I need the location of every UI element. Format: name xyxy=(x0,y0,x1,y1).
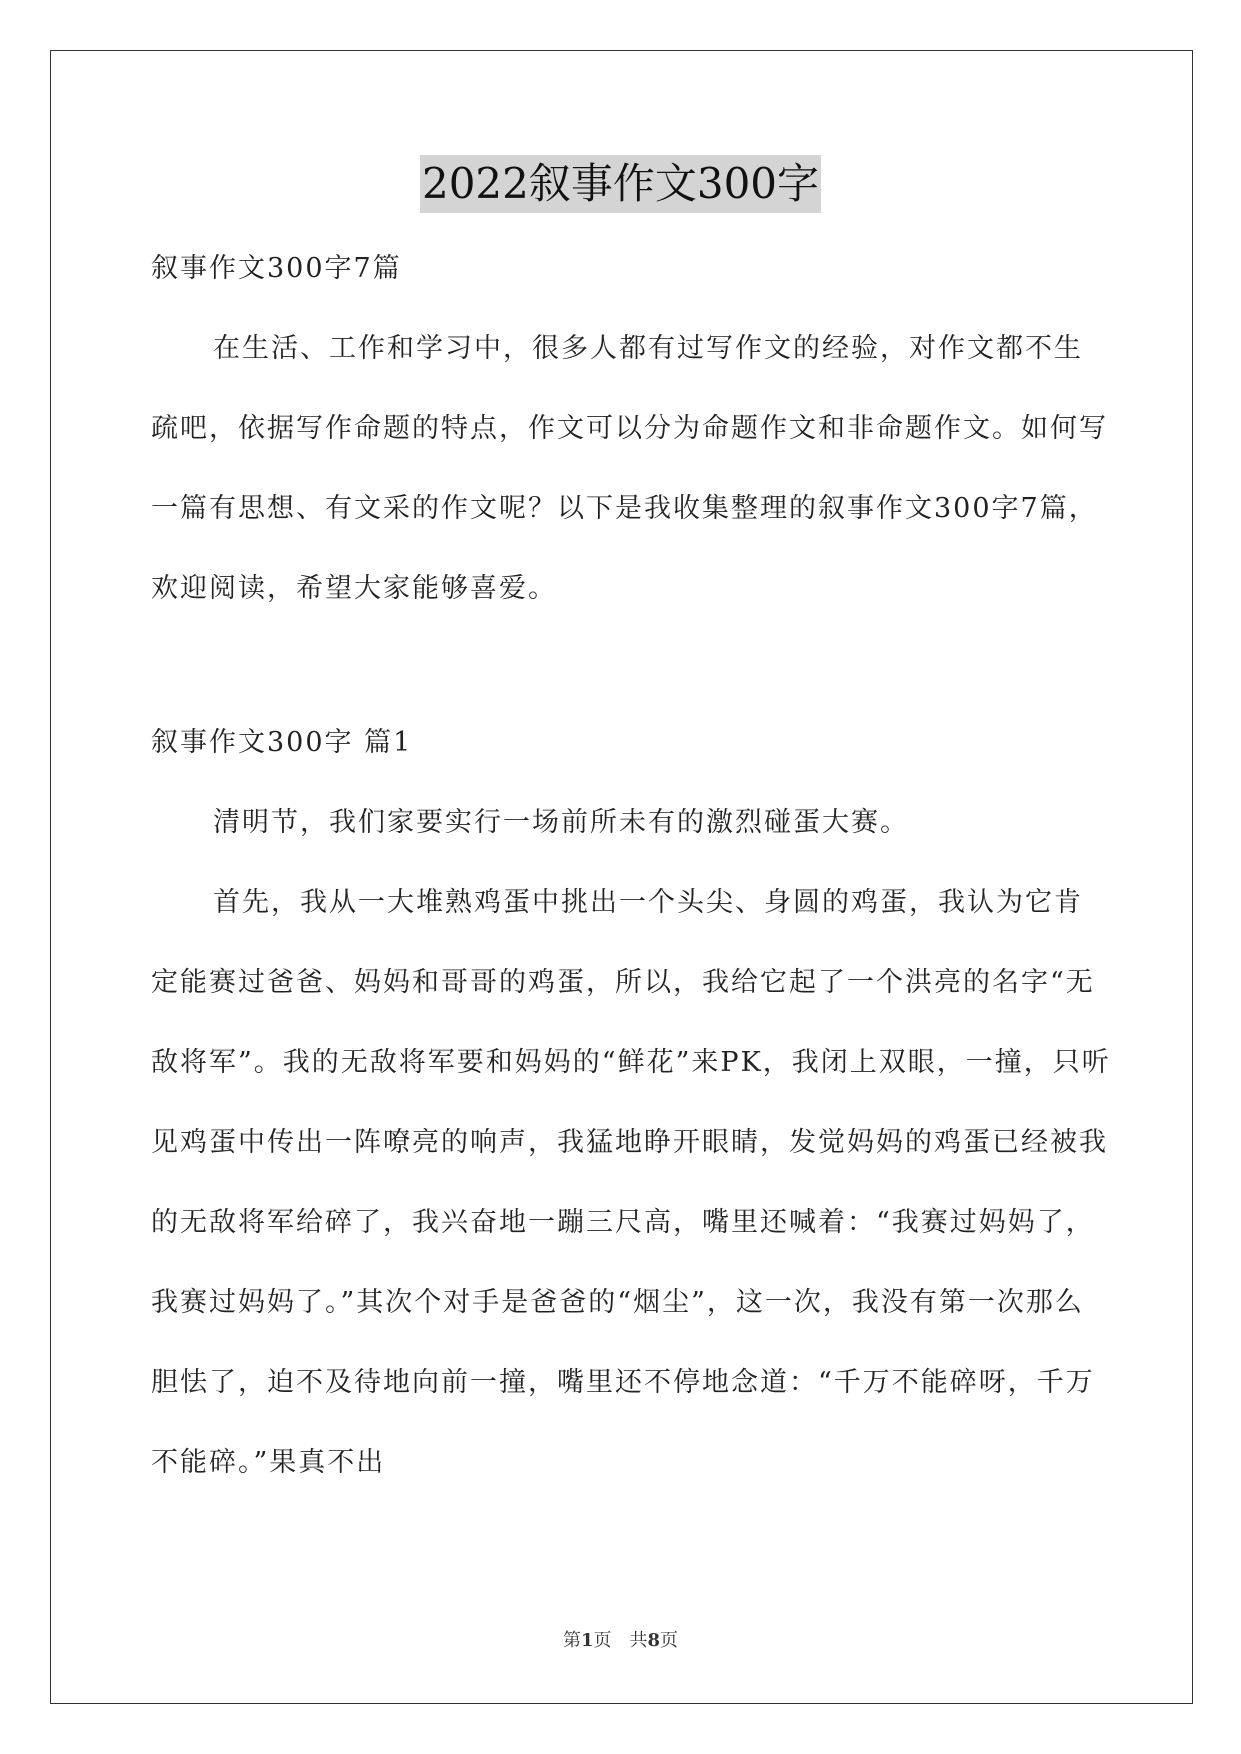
footer-mid: 页 共 xyxy=(593,1630,648,1651)
paragraph: 清明节，我们家要实行一场前所未有的激烈碰蛋大赛。 xyxy=(213,807,909,838)
intro-paragraph: 在生活、工作和学习中，很多人都有过写作文的经验，对作文都不生疏吧，依据写作命题的特点，作文可以分为命题作文和非命题作文。如何写一篇有思想、有文采的作文呢？以下是我收集整理的叙事作文300字7篇，欢迎阅读，希望大家能够喜爱。 xyxy=(151,333,1108,604)
footer-total-pages: 8 xyxy=(647,1630,661,1651)
title-wrap xyxy=(0,155,1241,213)
footer-suffix: 页 xyxy=(660,1630,679,1651)
document-title: 2022叙事作文300字 xyxy=(420,155,821,213)
subtitle: 叙事作文300字7篇 xyxy=(151,253,402,284)
section-heading: 叙事作文300字 篇1 xyxy=(151,727,413,758)
footer-page-number: 1 xyxy=(580,1630,594,1651)
paragraph: 首先，我从一大堆熟鸡蛋中挑出一个头尖、身圆的鸡蛋，我认为它肯定能赛过爸爸、妈妈和哥哥的鸡蛋，所以，我给它起了一个洪亮的名字“无敌将军”。我的无敌将军要和妈妈的“鲜花”来PK，我闭上双眼，一撞，只听见鸡蛋中传出一阵嘹亮的响声，我猛地睁开眼睛，发觉妈妈的鸡蛋已经被我的无敌将军给碎了，我兴奋地一蹦三尺高，嘴里还喊着：“我赛过妈妈了，我赛过妈妈了。”其次个对手是爸爸的“烟尘”，这一次，我没有第一次那么胆怯了，迫不及待地向前一撞，嘴里还不停地念道：“千万不能碎呀，千万不能碎。”果真不出 xyxy=(151,887,1111,1478)
page-footer xyxy=(0,1626,1241,1652)
document-body xyxy=(151,229,1111,1503)
footer-prefix: 第 xyxy=(562,1630,581,1651)
section-gap xyxy=(151,629,1111,703)
